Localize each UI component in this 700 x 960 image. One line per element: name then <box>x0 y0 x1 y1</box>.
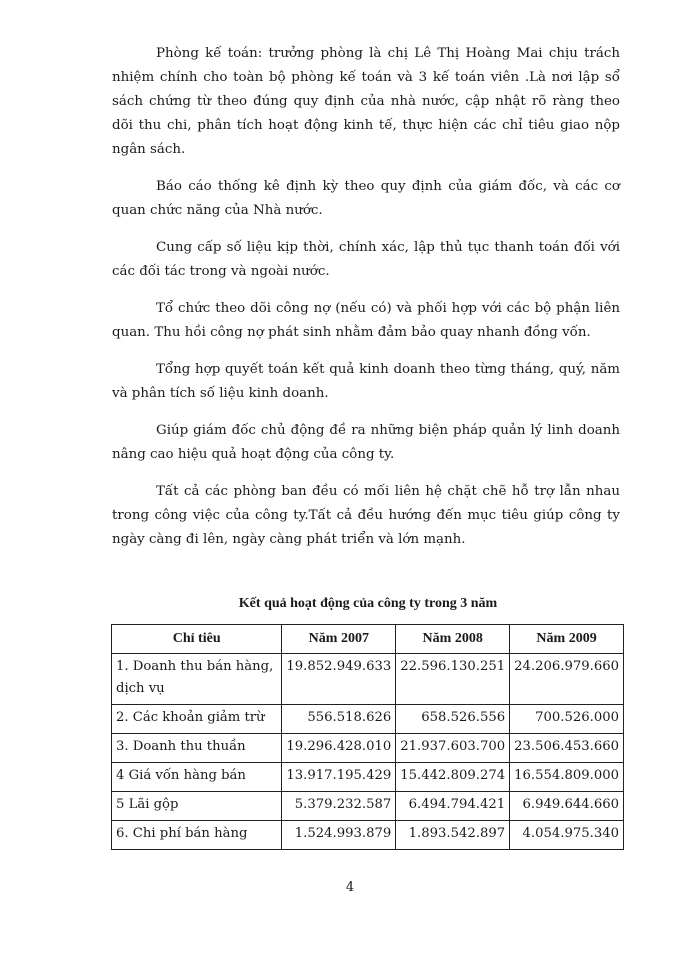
paragraph-provide-data: Cung cấp số liệu kịp thời, chính xác, lập thủ tục thanh toán đối với các đối tác trong và ngoài nước. <box>112 240 620 279</box>
row-label: 1. Doanh thu bán hàng, dịch vụ <box>112 654 282 705</box>
paragraph-departments: Tất cả các phòng ban đều có mối liên hệ chặt chẽ hỗ trợ lẫn nhau trong công việc của công ty.Tất cả đều hướng đến mục tiêu giúp công ty ngày càng đi lên, ngày càng phát triển và lớn mạnh. <box>112 484 620 547</box>
value-2007: 5.379.232.587 <box>282 792 396 821</box>
value-2007: 13.917.195.429 <box>282 763 396 792</box>
value-2009: 23.506.453.660 <box>510 734 624 763</box>
row-label: 6. Chi phí bán hàng <box>112 821 282 850</box>
value-2009: 16.554.809.000 <box>510 763 624 792</box>
value-2007: 19.296.428.010 <box>282 734 396 763</box>
value-2008: 6.494.794.421 <box>396 792 510 821</box>
value-2009: 700.526.000 <box>510 705 624 734</box>
value-2007: 19.852.949.633 <box>282 654 396 705</box>
header-2008: Năm 2008 <box>396 625 510 654</box>
table-row <box>112 734 624 763</box>
header-2007: Năm 2007 <box>282 625 396 654</box>
value-2007: 556.518.626 <box>282 705 396 734</box>
value-2008: 658.526.556 <box>396 705 510 734</box>
paragraph-periodic-report: Báo cáo thống kê định kỳ theo quy định của giám đốc, và các cơ quan chức năng của Nhà nước. <box>112 179 620 218</box>
row-label: 4 Giá vốn hàng bán <box>112 763 282 792</box>
paragraph-accounting-department: Phòng kế toán: trưởng phòng là chị Lê Thị Hoàng Mai chịu trách nhiệm chính cho toàn bộ phòng kế toán và 3 kế toán viên .Là nơi lập sổ sách chứng từ theo đúng quy định của nhà nước, cập nhật rõ ràng theo dõi thu chi, phân tích hoạt động kinh tế, thực hiện các chỉ tiêu giao nộp ngân sách. <box>112 46 620 157</box>
page-number: 4 <box>345 880 355 895</box>
row-label: 5 Lãi gộp <box>112 792 282 821</box>
table-row <box>112 763 624 792</box>
table-row <box>112 821 624 850</box>
value-2008: 21.937.603.700 <box>396 734 510 763</box>
results-table <box>111 624 624 850</box>
paragraph-debt-tracking: Tổ chức theo dõi công nợ (nếu có) và phối hợp với các bộ phận liên quan. Thu hồi công nợ phát sinh nhằm đảm bảo quay nhanh đồng vốn. <box>112 301 620 340</box>
paragraph-settlement: Tổng hợp quyết toán kết quả kinh doanh theo từng tháng, quý, năm và phân tích số liệu kinh doanh. <box>112 362 620 401</box>
header-2009: Năm 2009 <box>510 625 624 654</box>
table-row <box>112 705 624 734</box>
value-2009: 24.206.979.660 <box>510 654 624 705</box>
value-2009: 4.054.975.340 <box>510 821 624 850</box>
value-2008: 15.442.809.274 <box>396 763 510 792</box>
table-title: Kết quả hoạt động của công ty trong 3 năm <box>238 596 498 611</box>
row-label: 3. Doanh thu thuần <box>112 734 282 763</box>
table-header-row <box>112 625 624 654</box>
row-label: 2. Các khoản giảm trừ <box>112 705 282 734</box>
paragraph-help-director: Giúp giám đốc chủ động đề ra những biện pháp quản lý linh doanh nâng cao hiệu quả hoạt động của công ty. <box>112 423 620 462</box>
body-text <box>112 42 620 565</box>
value-2008: 1.893.542.897 <box>396 821 510 850</box>
header-indicator: Chỉ tiêu <box>112 625 282 654</box>
value-2009: 6.949.644.660 <box>510 792 624 821</box>
value-2008: 22.596.130.251 <box>396 654 510 705</box>
value-2007: 1.524.993.879 <box>282 821 396 850</box>
table-row <box>112 654 624 705</box>
table-row <box>112 792 624 821</box>
